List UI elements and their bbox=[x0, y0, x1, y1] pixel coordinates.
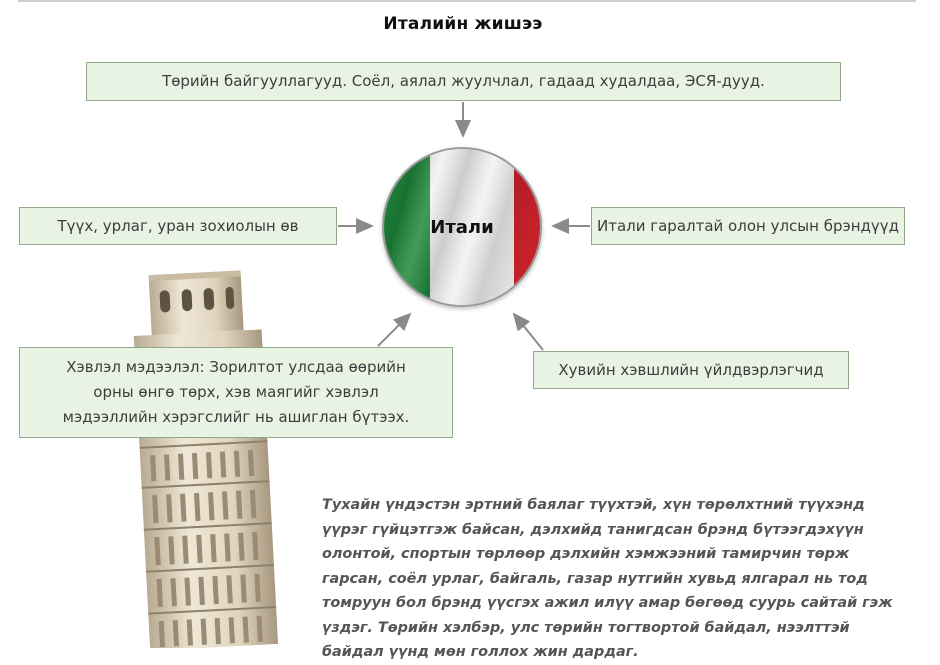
center-label: Итали bbox=[430, 216, 494, 238]
arrow-bottom-right bbox=[514, 314, 543, 350]
italy-flag-circle bbox=[382, 147, 542, 307]
box-italian-brands-text: Итали гаралтай олон улсын брэндүүд bbox=[596, 216, 900, 235]
box-private-producers bbox=[533, 351, 849, 389]
box-private-producers-text: Хувийн хэвшлийн үйлдвэрлэгчид bbox=[558, 360, 824, 379]
box-italian-brands bbox=[591, 207, 905, 245]
box-media-text: Хэвлэл мэдээлэл: Зорилтот улсдаа өөрийн орны өнгө төрх, хэв маягийг хэвлэл мэдээллийн хэрэгслийг нь ашиглан бүтээх. bbox=[62, 358, 410, 426]
box-state-institutions bbox=[86, 62, 841, 101]
arrow-bottom-left bbox=[378, 314, 410, 346]
box-history-art bbox=[19, 207, 337, 245]
box-media bbox=[19, 347, 453, 438]
diagram-title: Италийн жишээ bbox=[383, 14, 543, 34]
box-history-art-text: Түүх, урлаг, уран зохиолын өв bbox=[57, 216, 299, 235]
box-state-institutions-text: Төрийн байгууллагууд. Соёл, аялал жуулчлал, гадаад худалдаа, ЭСЯ-дууд. bbox=[162, 72, 765, 90]
description-text: Тухайн үндэстэн эртний баялаг түүхтэй, хүн төрөлхтний түүхэнд үүрэг гүйцэтгэж байсан, дэлхийд танигдсан брэнд бүтээгдэхүүн олонтой, спортын төрлөөр дэлхийн хэмжээний тамирчин төрж гарсан, соёл урлаг, байгаль, газар нутгийн хувьд ялгарал нь тод томруун бол брэнд үүсгэх ажил илүү амар бөгөөд суурь сайтай гэж үздэг. Төрийн хэлбэр, улс төрийн тогтвортой байдал, нээлттэй байдал үүнд мөн голлох жин дардаг. bbox=[322, 497, 893, 660]
